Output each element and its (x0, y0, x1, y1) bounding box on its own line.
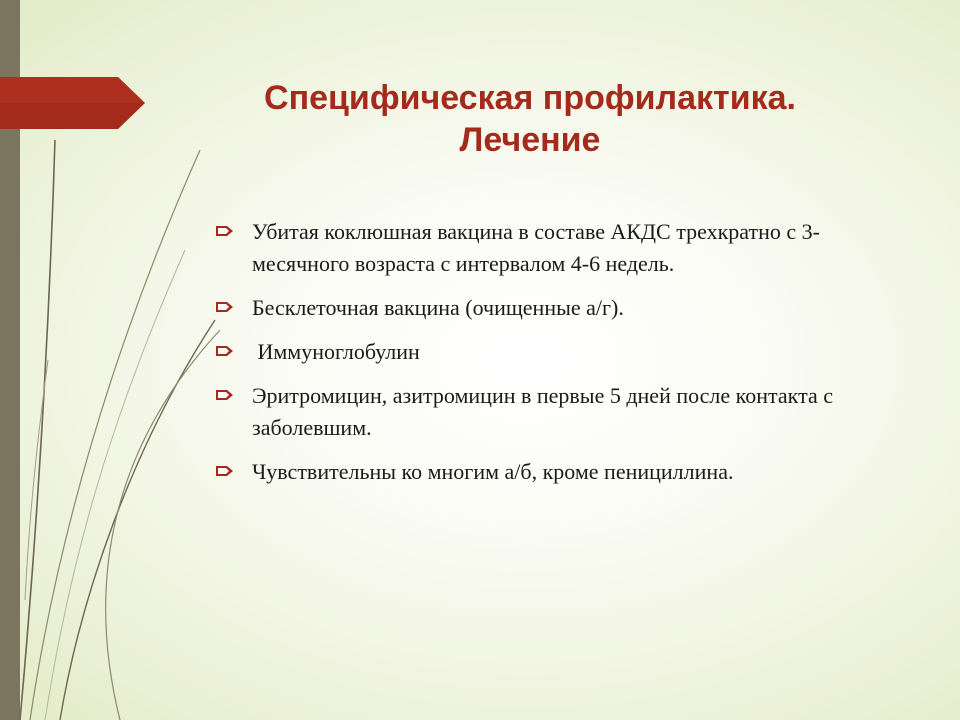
slide-title-line2: Лечение (459, 121, 601, 159)
list-item (214, 216, 874, 280)
bullet-text: Эритромицин, азитромицин в первые 5 дней после контакта с заболевшим. (252, 383, 833, 440)
arrow-bullet-icon (216, 301, 234, 313)
arrow-bullet-icon (216, 345, 234, 357)
arrow-bullet-icon (216, 225, 234, 237)
list-item (214, 456, 874, 488)
bullet-text: Бесклеточная вакцина (очищенные а/г). (252, 295, 624, 320)
bullet-text: Чувствительны ко многим а/б, кроме пенициллина. (252, 459, 734, 484)
list-item (214, 380, 874, 444)
title-accent-flag (0, 77, 145, 129)
slide-title (180, 77, 880, 161)
bullet-list (214, 216, 874, 500)
arrow-bullet-icon (216, 389, 234, 401)
bullet-text: Убитая коклюшная вакцина в составе АКДС трехкратно с 3-месячного возраста с интервалом 4-6 недель. (252, 219, 820, 276)
arrow-bullet-icon (216, 465, 234, 477)
list-item (214, 292, 874, 324)
slide-title-line1: Специфическая профилактика. (264, 79, 796, 117)
bullet-text: Иммуноглобулин (252, 339, 420, 364)
list-item (214, 336, 874, 368)
